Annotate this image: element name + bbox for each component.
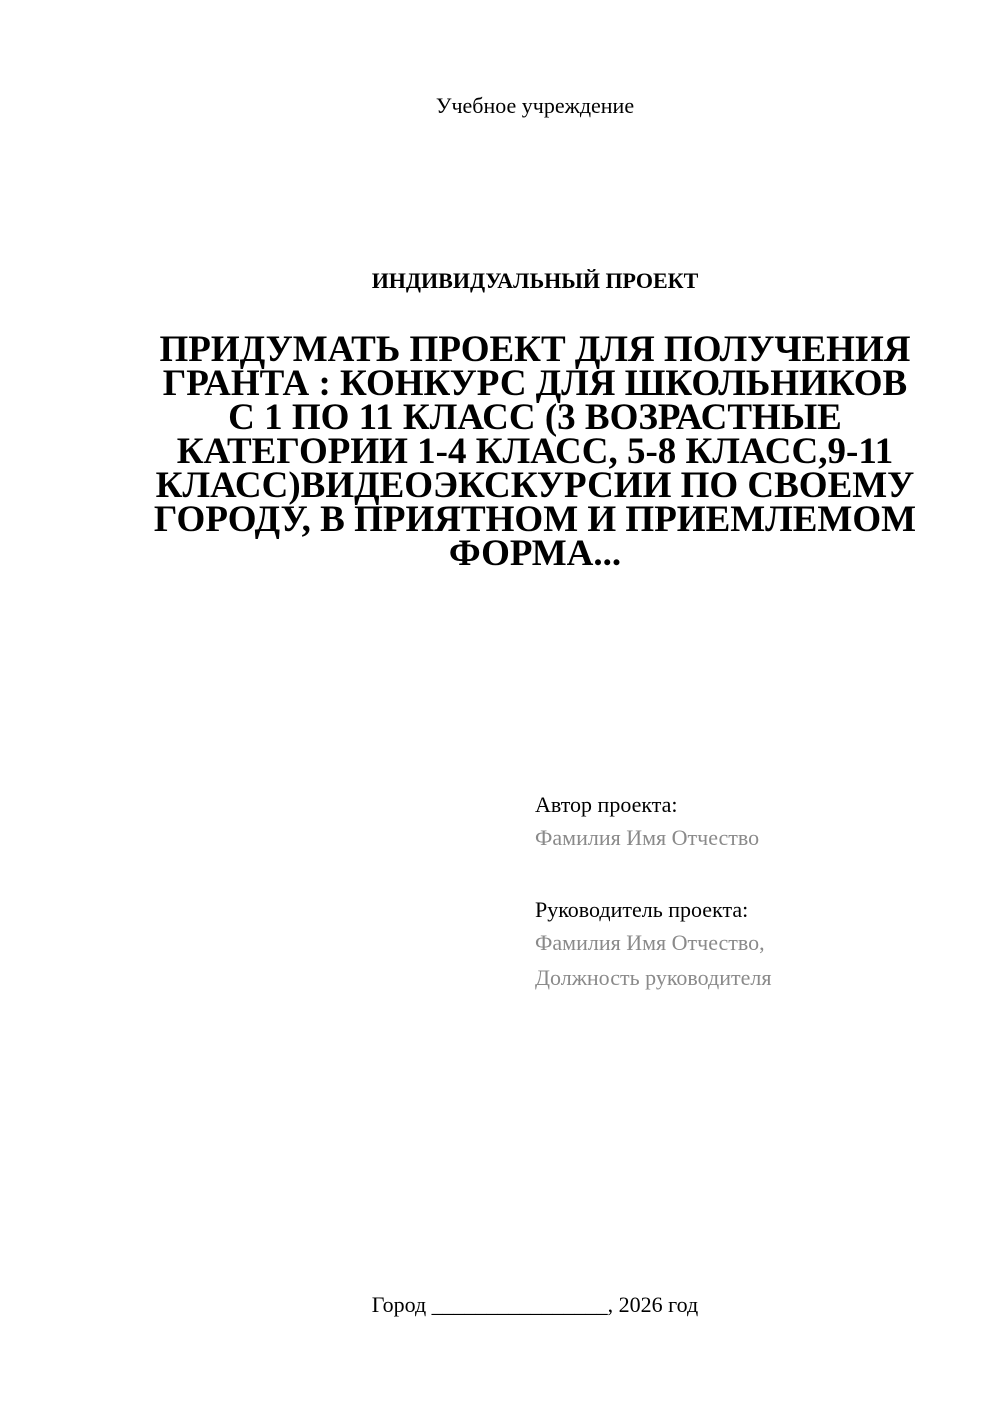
supervisor-label: Руководитель проекта: [535,897,749,922]
supervisor-block [535,895,955,993]
author-label: Автор проекта: [535,792,678,817]
supervisor-position-placeholder: Должность руководителя [535,965,772,990]
author-block [535,790,955,853]
city-year-line: Город ________________, 2026 год [371,1292,699,1317]
project-type-heading: ИНДИВИДУАЛЬНЫЙ ПРОЕКТ [371,268,699,293]
author-name-placeholder: Фамилия Имя Отчество [535,825,760,850]
supervisor-name-placeholder: Фамилия Имя Отчество, [535,930,765,955]
institution-name: Учебное учреждение [435,93,635,118]
project-title: ПРИДУМАТЬ ПРОЕКТ ДЛЯ ПОЛУЧЕНИЯ ГРАНТА : КОНКУРС ДЛЯ ШКОЛЬНИКОВ С 1 ПО 11 КЛАСС (3 ВОЗРАСТНЫЕ КАТЕГОРИИ 1-4 КЛАСС, 5-8 КЛАСС,9-11 КЛАСС)ВИДЕОЭКСКУРСИИ ПО СВОЕМУ ГОРОДУ, В ПРИЯТНОМ И ПРИЕМЛЕМОМ ФОРМА... [153,329,917,574]
